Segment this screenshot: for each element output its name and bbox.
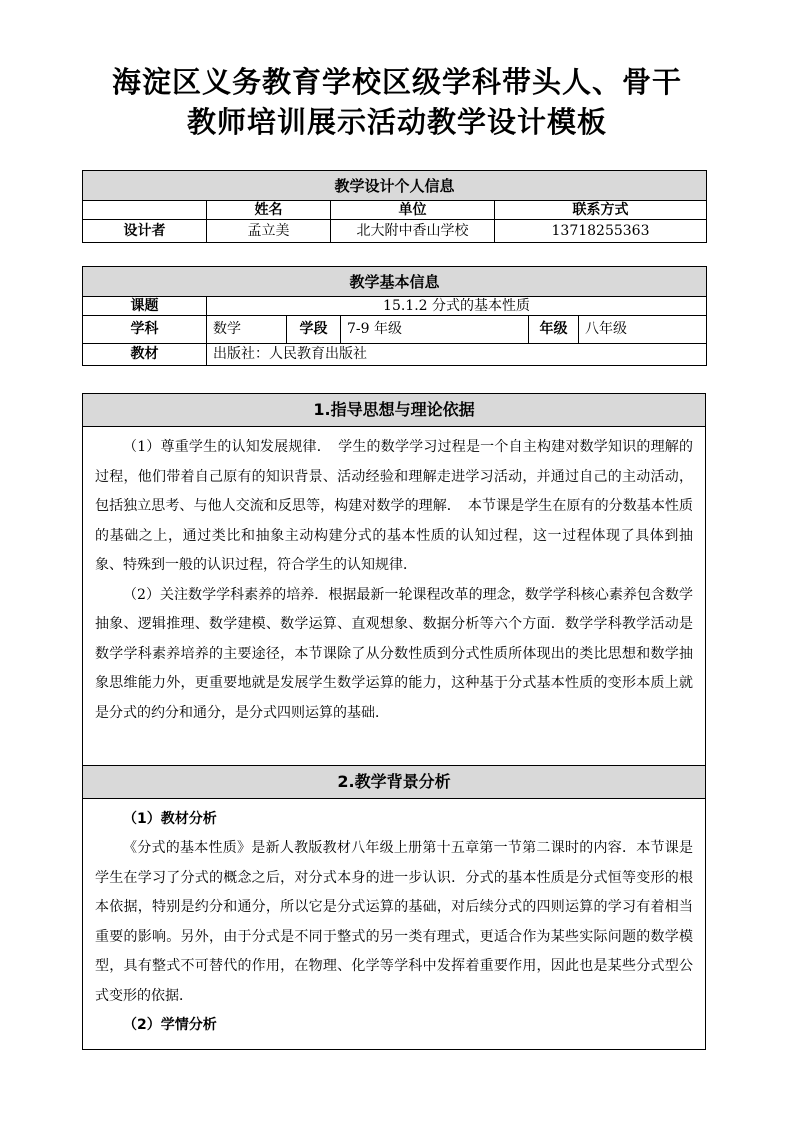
textbook-analysis-subheading: （1）教材分析	[123, 811, 217, 827]
subject-label: 学科	[83, 316, 207, 344]
section-1-header: 1.指导思想与理论依据	[83, 394, 706, 427]
textbook-value: 出版社：人民教育出版社	[207, 344, 707, 366]
designer-row-label: 设计者	[83, 220, 207, 243]
designer-name: 孟立美	[207, 220, 331, 243]
section-2-header: 2.教学背景分析	[83, 766, 706, 799]
name-column-header: 姓名	[207, 201, 331, 220]
stage-value: 7-9 年级	[341, 316, 529, 344]
document-title-line-1: 海淀区义务教育学校区级学科带头人、骨干	[111, 65, 682, 99]
personal-info-table	[82, 170, 707, 243]
empty-cell	[83, 201, 207, 220]
document-title-line-2: 教师培训展示活动教学设计模板	[186, 105, 607, 139]
unit-column-header: 单位	[331, 201, 495, 220]
textbook-label: 教材	[83, 344, 207, 366]
section-1-paragraph: （1）尊重学生的认知发展规律． 学生的数学学习过程是一个自主构建对数学知识的理解的过程，他们带着自己原有的知识背景、活动经验和理解走进学习活动，并通过自己的主动活动，包括独立思考、与他人交流和反思等，构建对数学的理解． 本节课是学生在原有的分数基本性质的基础之上，通过类比和抽象主动构建分式的基本性质的认知过程，这一过程体现了具体到抽象、特殊到一般的认识过程，符合学生的认知规律．	[95, 439, 693, 573]
designer-unit: 北大附中香山学校	[331, 220, 495, 243]
grade-label: 年级	[529, 316, 579, 344]
topic-label: 课题	[83, 297, 207, 316]
basic-info-table	[82, 266, 707, 366]
student-analysis-subheading: （2）学情分析	[123, 1017, 217, 1033]
stage-label: 学段	[287, 316, 341, 344]
textbook-analysis-paragraph: 《分式的基本性质》是新人教版教材八年级上册第十五章第一节第二课时的内容．本节课是学生在学习了分式的概念之后，对分式本身的进一步认识．分式的基本性质是分式恒等变形的根本依据，特别是约分和通分，所以它是分式运算的基础，对后续分式的四则运算的学习有着相当重要的影响。另外，由于分式是不同于整式的另一类有理式，更适合作为某些实际问题的数学模型，具有整式不可替代的作用，在物理、化学等学科中发挥着重要作用，因此也是某些分式型公式变形的依据．	[95, 840, 693, 1004]
design-content-table	[82, 393, 706, 1050]
grade-value: 八年级	[579, 316, 707, 344]
personal-info-header: 教学设计个人信息	[83, 171, 707, 201]
section-1-paragraph: （2）关注数学学科素养的培养．根据最新一轮课程改革的理念，数学学科核心素养包含数学抽象、逻辑推理、数学建模、数学运算、直观想象、数据分析等六个方面．数学学科教学活动是数学学科素养培养的主要途径，本节课除了从分数性质到分式性质所体现出的类比思想和数学抽象思维能力外，更重要地就是发展学生数学运算的能力，这种基于分式基本性质的变形本质上就是分式的约分和通分，是分式四则运算的基础．	[95, 586, 693, 721]
contact-column-header: 联系方式	[495, 201, 707, 220]
topic-value: 15.1.2 分式的基本性质	[207, 297, 707, 316]
basic-info-header: 教学基本信息	[83, 267, 707, 297]
section-1-content	[83, 427, 706, 766]
section-2-content	[83, 799, 706, 1050]
designer-contact: 13718255363	[495, 220, 707, 243]
subject-value: 数学	[207, 316, 287, 344]
